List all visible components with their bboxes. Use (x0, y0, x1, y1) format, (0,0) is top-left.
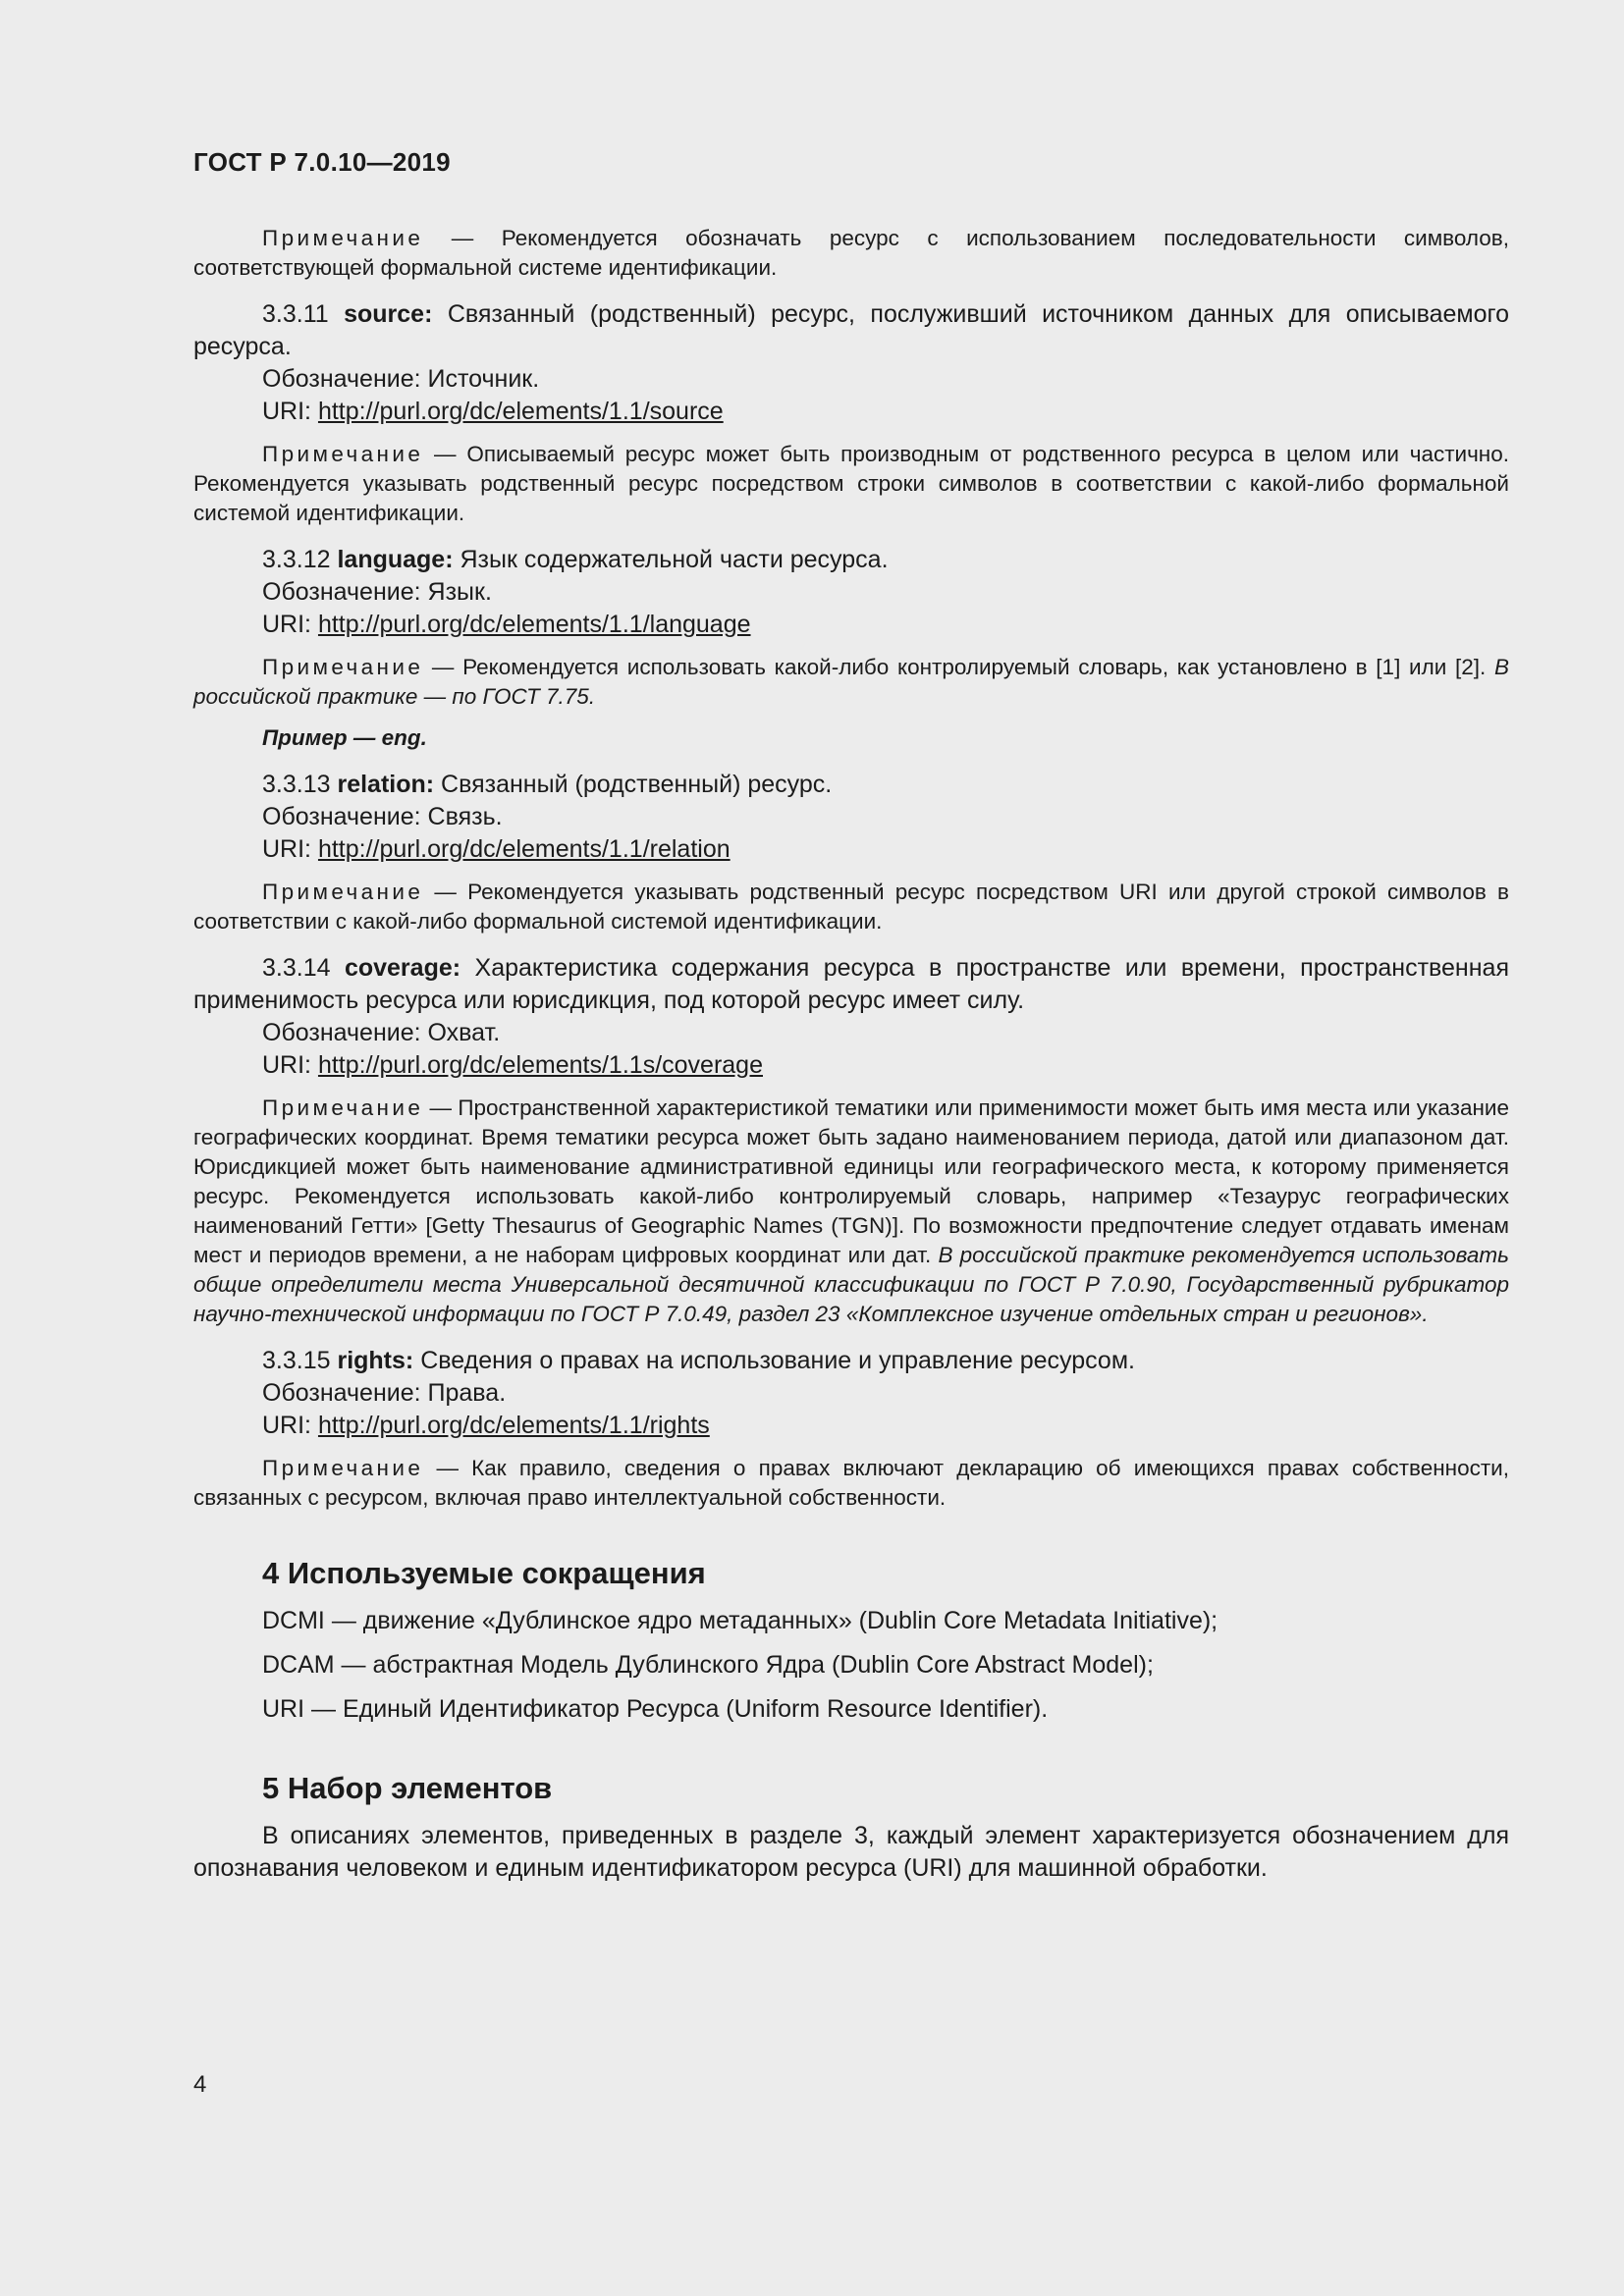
note-text: Как правило, сведения о правах включают декларацию об имеющихся правах собственности, связанных с ресурсом, включая право интеллектуальной собственности. (193, 1456, 1509, 1510)
uri-line (193, 1049, 1509, 1082)
designation-value: Язык. (427, 578, 492, 606)
clause-number: 3.3.11 (262, 300, 329, 328)
item-note (193, 878, 1509, 936)
page-number: 4 (193, 2071, 207, 2098)
note-text: Описываемый ресурс может быть производным от родственного ресурса в целом или частично. Рекомендуется указывать родственный ресурс посредством строки символов в соответствии с какой-либо формальной системой идентификации. (193, 442, 1509, 525)
note-dash: — (423, 1456, 472, 1480)
uri-line (193, 833, 1509, 866)
definition-text (193, 544, 1509, 576)
intro-note (193, 224, 1509, 283)
item-note (193, 440, 1509, 528)
spacer (193, 936, 1509, 952)
note-dash: — (423, 226, 502, 250)
definition-entry (193, 528, 1509, 753)
abbreviation-item: URI — Единый Идентификатор Ресурса (Uniform Resource Identifier). (262, 1695, 1049, 1723)
note-dash: — (423, 442, 467, 466)
designation-line (193, 576, 1509, 609)
clause-number: 3.3.13 (262, 771, 331, 798)
clause-number: 3.3.15 (262, 1347, 331, 1374)
definition-text (193, 1345, 1509, 1377)
designation-line (193, 363, 1509, 396)
uri-link[interactable]: http://purl.org/dc/elements/1.1/rights (317, 1412, 710, 1439)
definition-entry (193, 936, 1509, 1329)
clause-number: 3.3.14 (262, 954, 331, 982)
term-name: relation: (337, 771, 435, 798)
page-content (193, 224, 1509, 1885)
spacer (193, 1682, 1509, 1693)
uri-line (193, 396, 1509, 428)
note-russian-practice: В российской практике рекомендуется использовать общие определители места Универсальной десятичной классификации по ГОСТ Р 7.0.90, Государственный рубрикатор научно-технической информации по ГОСТ Р 7.0.49, раздел 23 «Комплексное изучение отдельных стран и регионов». (193, 1243, 1509, 1326)
note-russian-practice: В российской практике — по ГОСТ 7.75. (193, 655, 1509, 709)
term-name: source: (344, 300, 433, 328)
spacer (193, 1637, 1509, 1649)
uri-label: URI: (262, 1051, 311, 1079)
document-header: ГОСТ Р 7.0.10—2019 (193, 147, 451, 177)
term-name: coverage: (344, 954, 461, 982)
designation-label: Обозначение: (262, 803, 421, 830)
example-text: Пример — eng. (262, 725, 427, 750)
spacer (193, 1442, 1509, 1454)
uri-link[interactable]: http://purl.org/dc/elements/1.1/language (317, 611, 751, 638)
designation-line (193, 1377, 1509, 1410)
item-note (193, 1094, 1509, 1329)
designation-value: Связь. (427, 803, 503, 830)
spacer (193, 712, 1509, 723)
note-dash: — (423, 880, 468, 904)
item-note (193, 1454, 1509, 1513)
definitions-list (193, 283, 1509, 1513)
clause-number: 3.3.12 (262, 546, 331, 573)
definition-text (193, 769, 1509, 801)
designation-value: Охват. (427, 1019, 501, 1046)
term-name: language: (337, 546, 454, 573)
term-definition: Сведения о правах на использование и управление ресурсом. (420, 1347, 1135, 1374)
uri-link[interactable]: http://purl.org/dc/elements/1.1/source (317, 398, 724, 425)
designation-line (193, 801, 1509, 833)
uri-label: URI: (262, 1412, 311, 1439)
term-definition: Связанный (родственный) ресурс. (441, 771, 833, 798)
uri-label: URI: (262, 398, 311, 425)
spacer (193, 753, 1509, 769)
note-text: Рекомендуется указывать родственный ресурс посредством URI или другой строкой символов в соответствии с какой-либо формальной системой идентификации. (193, 880, 1509, 934)
uri-label: URI: (262, 835, 311, 863)
abbreviations-list (193, 1605, 1509, 1726)
designation-value: Права. (427, 1379, 507, 1407)
uri-link[interactable]: http://purl.org/dc/elements/1.1s/coverage (317, 1051, 763, 1079)
spacer (193, 1082, 1509, 1094)
spacer (193, 866, 1509, 878)
section-5-text: В описаниях элементов, приведенных в разделе 3, каждый элемент характеризуется обозначением для опознавания человеком и единым идентификатором ресурса (URI) для машинной обработки. (193, 1822, 1509, 1882)
item-note (193, 653, 1509, 712)
note-dash: — (423, 1095, 459, 1120)
definition-entry (193, 1329, 1509, 1513)
designation-label: Обозначение: (262, 578, 421, 606)
abbreviation-item: DCMI — движение «Дублинское ядро метаданных» (Dublin Core Metadata Initiative); (262, 1607, 1218, 1634)
uri-line (193, 1410, 1509, 1442)
note-text: Рекомендуется обозначать ресурс с использованием последовательности символов, соответствующей формальной системе идентификации. (193, 226, 1509, 280)
spacer (193, 641, 1509, 653)
designation-label: Обозначение: (262, 1379, 421, 1407)
term-definition: Характеристика содержания ресурса в пространстве или времени, пространственная применимость ресурса или юрисдикция, под которой ресурс имеет силу. (193, 954, 1509, 1014)
note-text: Рекомендуется использовать какой-либо контролируемый словарь, как установлено в [1] или [2]. (462, 655, 1487, 679)
term-name: rights: (337, 1347, 414, 1374)
uri-link[interactable]: http://purl.org/dc/elements/1.1/relation (317, 835, 731, 863)
section-5-title: 5 Набор элементов (262, 1771, 553, 1805)
designation-label: Обозначение: (262, 1019, 421, 1046)
note-label: Примечание (262, 880, 424, 904)
note-label: Примечание (262, 655, 424, 679)
term-definition: Связанный (родственный) ресурс, послуживший источником данных для описываемого ресурса. (193, 300, 1509, 360)
definition-entry (193, 283, 1509, 528)
note-label: Примечание (262, 226, 424, 250)
abbreviation-item: DCAM — абстрактная Модель Дублинского Ядра (Dublin Core Abstract Model); (262, 1651, 1154, 1679)
designation-line (193, 1017, 1509, 1049)
spacer (193, 428, 1509, 440)
section-4-title: 4 Используемые сокращения (262, 1556, 706, 1590)
note-dash: — (423, 655, 463, 679)
definition-text (193, 952, 1509, 1017)
note-label: Примечание (262, 1095, 424, 1120)
uri-label: URI: (262, 611, 311, 638)
uri-line (193, 609, 1509, 641)
designation-label: Обозначение: (262, 365, 421, 393)
term-definition: Язык содержательной части ресурса. (460, 546, 889, 573)
note-label: Примечание (262, 1456, 424, 1480)
note-label: Примечание (262, 442, 424, 466)
definition-text (193, 298, 1509, 363)
note-text: Пространственной характеристикой тематики или применимости может быть имя места или указание географических координат. Время тематики ресурса может быть задано наименованием периода, датой или диапазоном дат. Юрисдикцией может быть наименование административной единицы или географического места, к которому применяется ресурс. Рекомендуется использовать какой-либо контролируемый словарь, например «Тезаурус географических наименований Гетти» [Getty Thesaurus of Geographic Names (TGN)]. По возможности предпочтение следует отдавать именам мест и периодов времени, а не наборам цифровых координат или дат. (193, 1095, 1509, 1267)
spacer (193, 528, 1509, 544)
definition-entry (193, 753, 1509, 936)
designation-value: Источник. (427, 365, 540, 393)
spacer (193, 1329, 1509, 1345)
spacer (193, 283, 1509, 298)
